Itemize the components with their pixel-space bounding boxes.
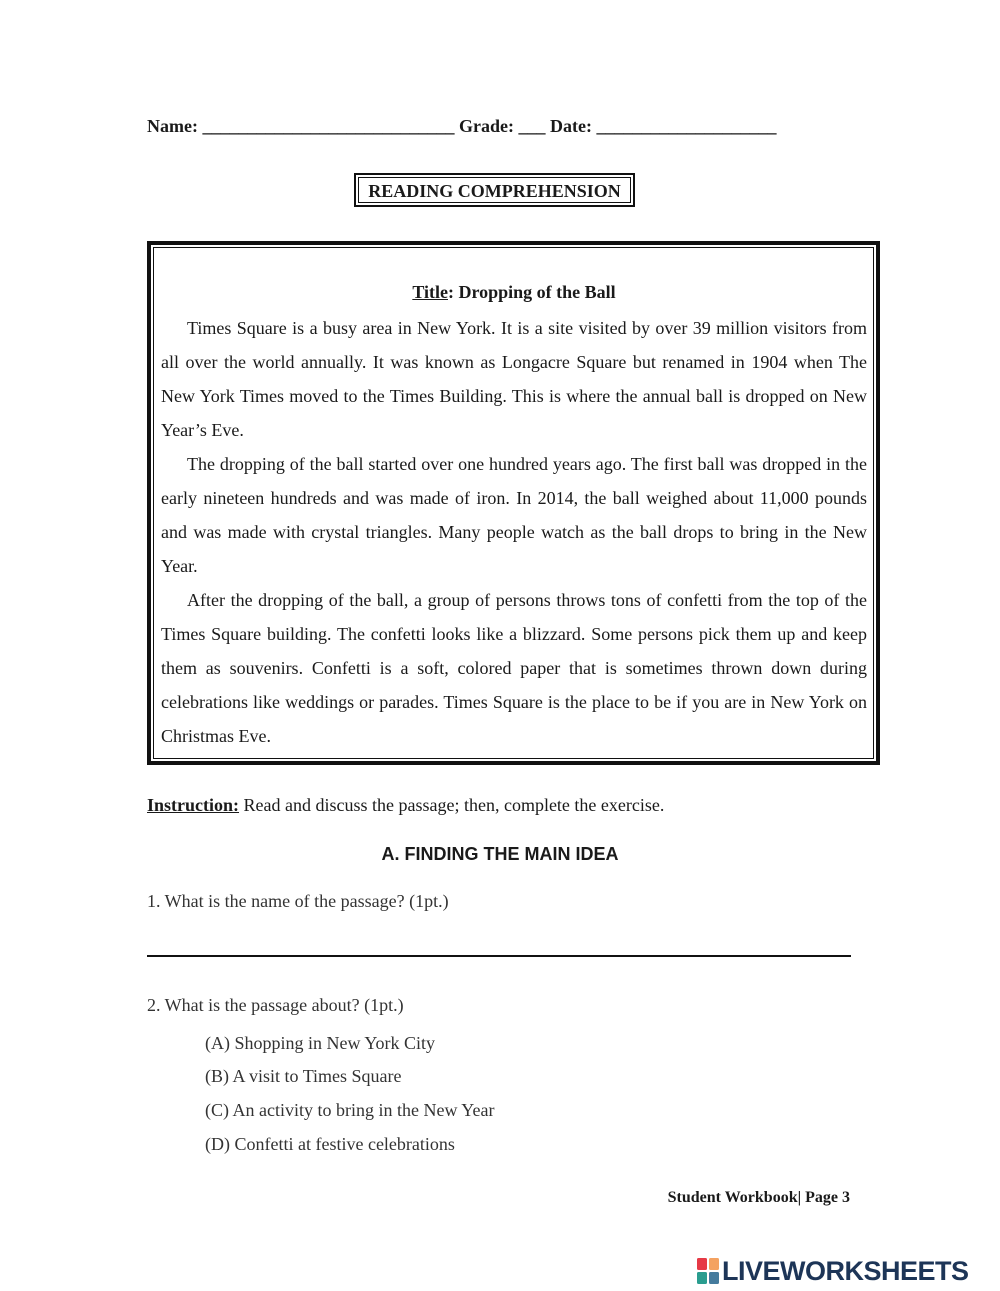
question-1: 1. What is the name of the passage? (1pt.) — [147, 891, 449, 911]
passage-inner — [153, 247, 874, 759]
instruction-text: Read and discuss the passage; then, complete the exercise. — [239, 795, 665, 815]
page-footer: Student Workbook| Page 3 — [667, 1189, 850, 1206]
passage-title-label: Title — [412, 282, 448, 302]
passage-paragraph-2: The dropping of the ball started over one hundred years ago. The first ball was dropped in the early nineteen hundreds and was made of iron. In 2014, the ball weighed about 11,000 pounds and was made with crystal triangles. Many people watch as the ball drops to bring in the New Year. — [161, 454, 867, 576]
answer-line-1[interactable] — [147, 955, 851, 957]
passage-title — [161, 282, 867, 303]
header-fields — [147, 116, 867, 137]
section-title-box — [354, 173, 635, 207]
name-blank: ____________________________ — [202, 116, 455, 136]
option-b[interactable]: (B) A visit to Times Square — [205, 1066, 402, 1086]
option-a[interactable]: (A) Shopping in New York City — [205, 1033, 436, 1053]
instruction — [147, 795, 664, 816]
question-2: 2. What is the passage about? (1pt.) — [147, 995, 404, 1015]
grade-label: Grade: — [458, 116, 514, 136]
liveworksheets-logo — [697, 1254, 969, 1288]
instruction-label: Instruction: — [147, 795, 240, 815]
passage-paragraph-1: Times Square is a busy area in New York. It is a site visited by over 39 million visitors from all over the world annually. It was known as Longacre Square but renamed in 1904 when The New York Times moved to the Times Building. This is where the annual ball is dropped on New Year’s Eve. — [161, 318, 867, 440]
date-label: Date: — [549, 116, 592, 136]
exercise-heading: A. FINDING THE MAIN IDEA — [381, 844, 619, 864]
option-c[interactable]: (C) An activity to bring in the New Year — [205, 1100, 495, 1120]
passage-paragraph-3: After the dropping of the ball, a group of persons throws tons of confetti from the top of the Times Square building. The confetti looks like a blizzard. Some persons pick them up and keep them as souvenirs. Confetti is a soft, colored paper that is sometimes thrown down during celebrations like weddings or parades. Times Square is the place to be if you are in New York on Christmas Eve. — [161, 590, 867, 746]
date-blank: ____________________ — [596, 116, 777, 136]
liveworksheets-logo-text: LIVEWORKSHEETS — [722, 1255, 969, 1286]
passage-box — [147, 241, 880, 765]
option-d[interactable]: (D) Confetti at festive celebrations — [205, 1134, 455, 1154]
grade-blank: ___ — [518, 116, 546, 136]
passage-title-text: : Dropping of the Ball — [447, 282, 616, 302]
section-title: READING COMPREHENSION — [358, 177, 631, 203]
name-label: Name: — [147, 116, 198, 136]
liveworksheets-logo-icon — [697, 1258, 719, 1284]
